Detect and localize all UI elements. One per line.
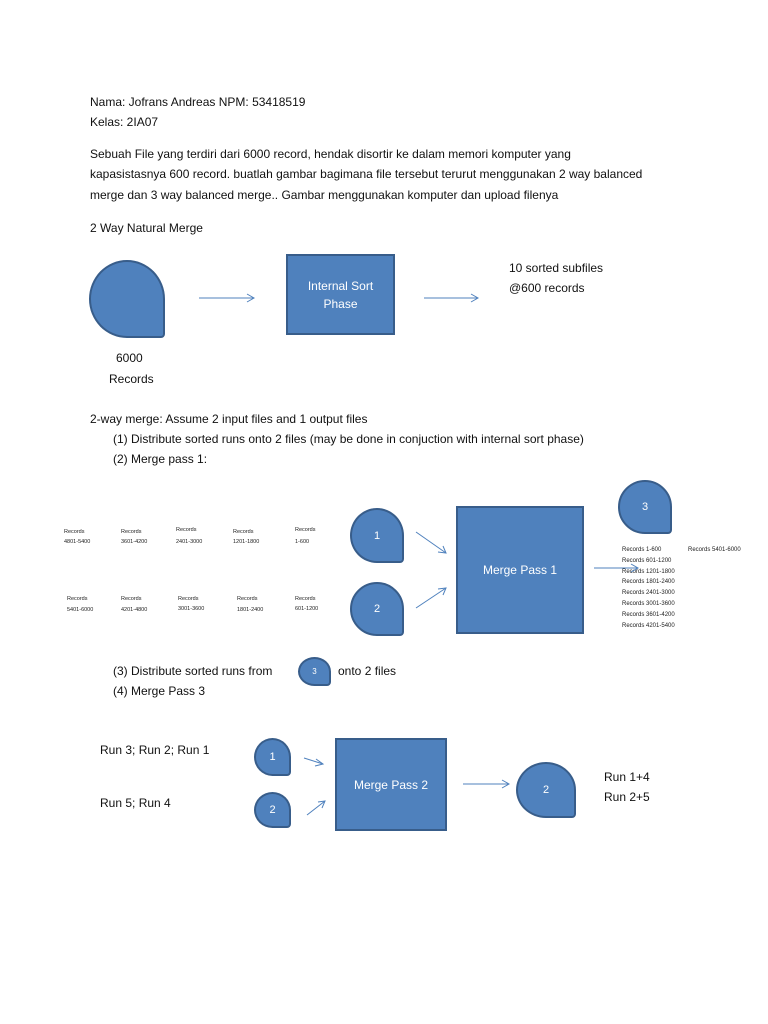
output-record-item: Records 1-600: [622, 547, 662, 553]
input-file-1-number: 1: [373, 529, 381, 542]
section2-title: 2-way merge: Assume 2 input files and 1 output files: [90, 412, 368, 426]
sorted-subfiles-line2: @600 records: [509, 281, 585, 295]
merge2-result-1: Run 1+4: [604, 770, 650, 784]
record-range: 2401-3000: [176, 539, 203, 545]
step3-file-3-number: 3: [312, 667, 317, 676]
arrow-records-to-sort: [199, 294, 254, 302]
output-record-item: Records 601-1200: [622, 557, 672, 564]
record-range: 4801-5400: [64, 539, 91, 545]
record-label: Records: [121, 596, 142, 602]
record-label: Records: [295, 527, 316, 533]
output-record-extra: Records 5401-6000: [688, 547, 741, 553]
record-label: Records: [237, 596, 258, 602]
arrow-input2-to-merge1: [416, 588, 446, 608]
records-word: Records: [109, 372, 154, 386]
records-count: 6000: [116, 351, 143, 365]
record-label: Records: [176, 527, 197, 533]
record-range: 4201-4800: [121, 607, 148, 613]
class-line: Kelas: 2IA07: [90, 115, 159, 129]
section1-title: 2 Way Natural Merge: [90, 221, 203, 235]
arrow-input1-to-merge1: [416, 532, 446, 553]
output-record-item: Records 4201-5400: [622, 622, 675, 629]
record-label: Records: [67, 596, 88, 602]
merge2-output-number: 2: [542, 784, 550, 796]
record-label: Records: [178, 596, 199, 602]
student-name-line: Nama: Jofrans Andreas NPM: 53418519: [90, 95, 306, 109]
problem-line-1: Sebuah File yang terdiri dari 6000 record, hendak disortir ke dalam memori komputer yang: [90, 147, 571, 161]
merge2-result-2: Run 2+5: [604, 790, 650, 804]
runs-file-1: Run 3; Run 2; Run 1: [100, 743, 210, 757]
record-range: 1201-1800: [233, 539, 260, 545]
output-record-item: Records 3601-4200: [622, 611, 675, 618]
arrow-merge2-input1: [304, 758, 323, 766]
record-label: Records: [64, 529, 85, 535]
merge-pass-2-label: Merge Pass 2: [353, 777, 429, 792]
record-range: 3601-4200: [121, 539, 148, 545]
record-label: Records: [295, 596, 316, 602]
step2-text: (2) Merge pass 1:: [113, 452, 208, 466]
arrow-merge1-to-output: [594, 564, 638, 572]
record-range: 1801-2400: [237, 607, 264, 613]
record-label: Records: [233, 529, 254, 535]
output-record-item: Records 3001-3600: [622, 600, 675, 607]
problem-line-2: kapasistasnya 600 record. buatlah gambar bagimana file tersebut terurut menggunakan 2 way balanced: [90, 167, 643, 181]
output-record-item: Records 1201-1800: [622, 568, 675, 575]
input-file-2-number: 2: [373, 603, 381, 615]
merge-pass-1-label: Merge Pass 1: [482, 563, 558, 577]
record-range: 1-600: [295, 539, 310, 545]
record-range: 3001-3600: [178, 606, 205, 612]
merge2-input-2-number: 2: [269, 804, 276, 816]
problem-line-3: merge dan 3 way balanced merge.. Gambar menggunakan komputer dan upload filenya: [90, 188, 559, 202]
arrow-merge2-to-output: [463, 780, 509, 788]
step3-text-end: onto 2 files: [338, 664, 397, 678]
sorted-subfiles-line1: 10 sorted subfiles: [509, 261, 604, 275]
record-label: Records: [121, 529, 142, 535]
step3-text: (3) Distribute sorted runs from: [113, 664, 273, 678]
step1-text: (1) Distribute sorted runs onto 2 files (may be done in conjuction with internal sort phase): [113, 432, 584, 446]
record-range: 5401-6000: [67, 607, 94, 613]
internal-sort-line1: Internal Sort: [307, 278, 374, 293]
internal-sort-line2: Phase: [323, 296, 358, 311]
step4-text: (4) Merge Pass 3: [113, 684, 206, 698]
output-record-item: Records 1801-2400: [622, 579, 675, 586]
merge2-input-1-number: 1: [269, 751, 276, 763]
output-file-3-number: 3: [641, 501, 649, 513]
output-record-item: Records 2401-3000: [622, 590, 675, 597]
arrow-merge2-input2: [307, 801, 325, 815]
runs-file-2: Run 5; Run 4: [100, 796, 171, 810]
arrow-sort-to-subfiles: [424, 294, 478, 302]
record-range: 601-1200: [295, 606, 319, 612]
